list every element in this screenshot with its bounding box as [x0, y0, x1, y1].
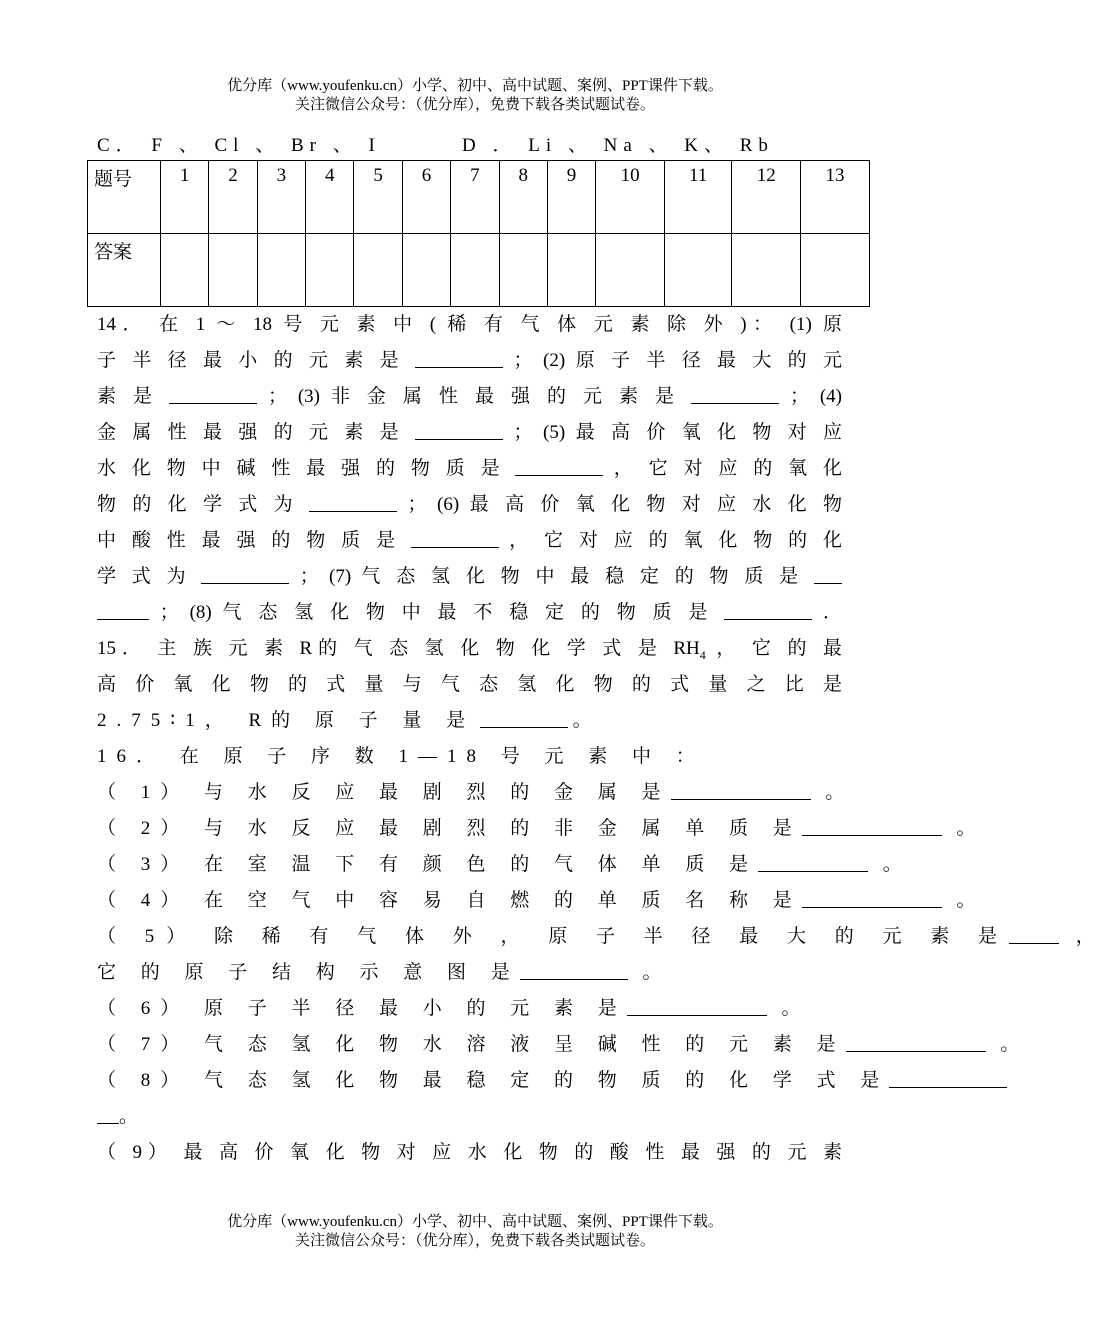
answer-blank[interactable] — [802, 889, 942, 908]
answer-cell[interactable] — [801, 234, 870, 307]
q16-part-6: （ 6） 原 子 半 径 最 小 的 元 素 是 。 — [97, 998, 811, 1019]
table-label-answer: 答案 — [88, 234, 161, 307]
q14-line: 子 半 径 最 小 的 元 素 是 ； (2) 原 子 半 径 最 大 的 元 — [97, 350, 843, 371]
q14-line: 素 是 ； (3) 非 金 属 性 最 强 的 元 素 是 ； (4) — [97, 386, 843, 407]
answer-blank[interactable] — [1009, 925, 1059, 944]
answer-blank[interactable] — [520, 961, 628, 980]
q16-part-3: （ 3） 在 室 温 下 有 颜 色 的 气 体 单 质 是 。 — [97, 854, 912, 875]
answer-cell[interactable] — [732, 234, 801, 307]
table-number: 4 — [306, 161, 354, 234]
answer-blank[interactable] — [415, 349, 503, 368]
answer-cell[interactable] — [665, 234, 732, 307]
answer-blank[interactable] — [169, 385, 257, 404]
answer-blank[interactable] — [515, 457, 603, 476]
answer-cell[interactable] — [306, 234, 354, 307]
answer-blank[interactable] — [415, 421, 503, 440]
q15-line: 2.75∶1， R的 原 子 量 是 。 — [97, 710, 602, 731]
q16-part-5: （ 5） 除 稀 有 气 体 外 ， 原 子 半 径 最 大 的 元 素 是 ， — [97, 926, 1107, 947]
option-d: D ． Li 、 Na 、 K、 Rb — [462, 135, 774, 156]
q16-intro: 16． 在 原 子 序 数 1—18 号 元 素 中 ： — [97, 746, 705, 767]
answer-cell[interactable] — [209, 234, 257, 307]
q14-line: 14． 在 1 ～ 18 号 元 素 中 ( 稀 有 气 体 元 素 除 外 )： (1) 原 — [97, 314, 842, 335]
answer-cell[interactable] — [499, 234, 547, 307]
answer-blank[interactable] — [671, 781, 811, 800]
q14-line: ； (8) 气 态 氢 化 物 中 最 不 稳 定 的 物 质 是 ． — [97, 600, 842, 626]
q16-part-2: （ 2） 与 水 反 应 最 剧 烈 的 非 金 属 单 质 是 。 — [97, 818, 986, 839]
q15-line: 高 价 氧 化 物 的 式 量 与 气 态 氢 化 物 的 式 量 之 比 是 — [97, 674, 842, 695]
answer-cell[interactable] — [451, 234, 499, 307]
answer-blank[interactable] — [97, 601, 149, 620]
answer-blank[interactable] — [724, 601, 812, 620]
answer-cell[interactable] — [257, 234, 305, 307]
answer-blank[interactable] — [627, 997, 767, 1016]
table-label-number: 题号 — [88, 161, 161, 234]
page-header — [0, 77, 950, 115]
table-number: 6 — [402, 161, 450, 234]
answer-blank[interactable] — [201, 565, 289, 584]
q16-part-1: （ 1） 与 水 反 应 最 剧 烈 的 金 属 是 。 — [97, 782, 855, 803]
q16-part-7: （ 7） 气 态 氢 化 物 水 溶 液 呈 碱 性 的 元 素 是 。 — [97, 1034, 1030, 1055]
q14-line: 学 式 为 ； (7) 气 态 氢 化 物 中 最 稳 定 的 物 质 是 — [97, 564, 842, 590]
table-row-answers — [88, 234, 870, 307]
answer-cell[interactable] — [161, 234, 209, 307]
table-number: 7 — [451, 161, 499, 234]
footer-line-2: 关注微信公众号：（优分库），免费下载各类试题试卷。 — [294, 1233, 655, 1249]
answer-blank[interactable] — [97, 1105, 119, 1124]
table-number: 3 — [257, 161, 305, 234]
answer-cell[interactable] — [354, 234, 402, 307]
table-number: 11 — [665, 161, 732, 234]
q14-line: 物 的 化 学 式 为 ； (6) 最 高 价 氧 化 物 对 应 水 化 物 — [97, 494, 843, 515]
table-number: 10 — [596, 161, 665, 234]
answer-blank[interactable] — [846, 1033, 986, 1052]
q16-part-9: （ 9） 最 高 价 氧 化 物 对 应 水 化 物 的 酸 性 最 强 的 元 素 — [97, 1142, 842, 1163]
answer-blank[interactable] — [480, 709, 568, 728]
table-number: 2 — [209, 161, 257, 234]
answer-cell[interactable] — [547, 234, 595, 307]
answer-cell[interactable] — [402, 234, 450, 307]
table-number: 5 — [354, 161, 402, 234]
table-number: 9 — [547, 161, 595, 234]
answer-cell[interactable] — [596, 234, 665, 307]
header-line-2: 关注微信公众号：（优分库），免费下载各类试题试卷。 — [294, 97, 655, 113]
table-number: 8 — [499, 161, 547, 234]
answer-blank[interactable] — [691, 385, 779, 404]
q14-line: 中 酸 性 最 强 的 物 质 是 ， 它 对 应 的 氧 化 物 的 化 — [97, 530, 842, 551]
q16-part-8-cont: 。 — [97, 1104, 148, 1130]
footer-line-1: 优分库（www.youfenku.cn）小学、初中、高中试题、案例、PPT课件下载。 — [227, 1214, 723, 1230]
q16-part-5-cont: 它 的 原 子 结 构 示 意 图 是 。 — [97, 962, 672, 983]
option-c: C． F 、 Cl 、 Br 、 I — [97, 135, 381, 156]
table-number: 12 — [732, 161, 801, 234]
answer-blank[interactable] — [758, 853, 868, 872]
answer-blank[interactable] — [814, 565, 842, 584]
page-footer — [0, 1213, 950, 1251]
answer-blank[interactable] — [411, 529, 499, 548]
table-number: 1 — [161, 161, 209, 234]
answer-blank[interactable] — [889, 1069, 1007, 1088]
table-number: 13 — [801, 161, 870, 234]
q14-line: 金 属 性 最 强 的 元 素 是 ； (5) 最 高 价 氧 化 物 对 应 — [97, 422, 843, 443]
header-line-1: 优分库（www.youfenku.cn）小学、初中、高中试题、案例、PPT课件下载。 — [227, 78, 723, 94]
q15-line: 15． 主 族 元 素 R的 气 态 氢 化 物 化 学 式 是 $RH_4$ ， 它 的 最 — [97, 638, 842, 662]
answer-blank[interactable] — [802, 817, 942, 836]
q16-part-8: （ 8） 气 态 氢 化 物 最 稳 定 的 物 质 的 化 学 式 是 — [97, 1068, 1007, 1094]
answer-table — [87, 160, 870, 307]
table-row-numbers — [88, 161, 870, 234]
answer-blank[interactable] — [309, 493, 397, 512]
q16-part-4: （ 4） 在 空 气 中 容 易 自 燃 的 单 质 名 称 是 。 — [97, 890, 986, 911]
q14-line: 水 化 物 中 碱 性 最 强 的 物 质 是 ， 它 对 应 的 氧 化 — [97, 458, 842, 479]
